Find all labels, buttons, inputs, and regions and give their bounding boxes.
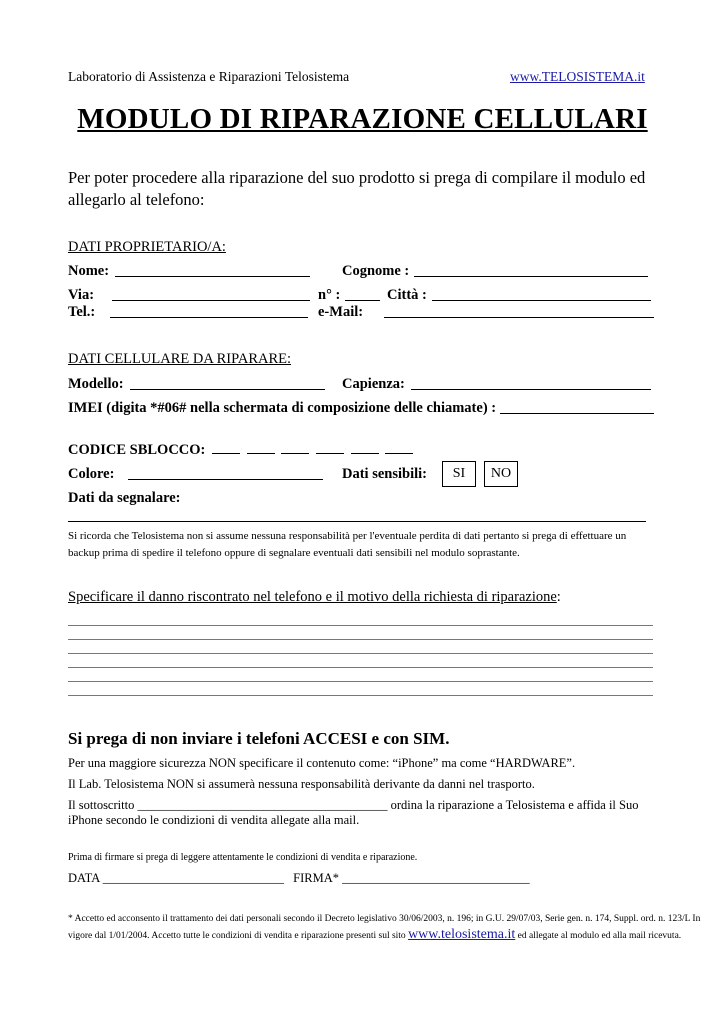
capienza-field[interactable] bbox=[411, 389, 651, 390]
damage-line-5[interactable] bbox=[68, 681, 653, 682]
colore-field[interactable] bbox=[128, 479, 323, 480]
via-field[interactable] bbox=[112, 300, 310, 301]
intro-text: Per poter procedere alla riparazione del suo prodotto si prega di compilare il modulo ed allegarlo al telefono: bbox=[68, 168, 646, 209]
tel-label: Tel.: bbox=[68, 304, 96, 320]
data-label: DATA bbox=[68, 871, 100, 885]
owner-section-heading: DATI PROPRIETARIO/A: bbox=[68, 239, 226, 255]
cognome-field[interactable] bbox=[414, 276, 648, 277]
damage-line-3[interactable] bbox=[68, 653, 653, 654]
dati-segnalare-field[interactable] bbox=[68, 521, 646, 522]
imei-label: IMEI (digita *#06# nella schermata di composizione delle chiamate) : bbox=[68, 400, 497, 416]
signed-name-field[interactable]: ________________________________________ bbox=[137, 798, 388, 812]
damage-line-2[interactable] bbox=[68, 639, 653, 640]
damage-line-4[interactable] bbox=[68, 667, 653, 668]
data-field[interactable]: _____________________________ bbox=[102, 871, 285, 885]
tel-field[interactable] bbox=[110, 317, 308, 318]
damage-line-6[interactable] bbox=[68, 695, 653, 696]
website-link[interactable]: www.TELOSISTEMA.it bbox=[510, 69, 645, 84]
dati-sensibili-label: Dati sensibili: bbox=[342, 466, 427, 482]
via-label: Via: bbox=[68, 287, 95, 303]
si-checkbox[interactable]: SI bbox=[442, 461, 476, 487]
signed-prefix: Il sottoscritto bbox=[68, 798, 135, 812]
codice-digit-3[interactable] bbox=[281, 441, 309, 454]
modello-label: Modello: bbox=[68, 376, 124, 392]
warning-text: Si prega di non inviare i telefoni ACCESI e con SIM. bbox=[68, 729, 450, 748]
email-label: e-Mail: bbox=[318, 304, 364, 320]
codice-digit-6[interactable] bbox=[385, 441, 413, 454]
codice-label-text: CODICE SBLOCCO: bbox=[68, 442, 206, 458]
lab-name: Laboratorio di Assistenza e Riparazioni Telosistema bbox=[68, 69, 350, 84]
footnote-prefix: vigore dal 1/01/2004. Accetto tutte le condizioni di vendita e riparazione presenti sul sito bbox=[68, 931, 406, 941]
security-note: Per una maggiore sicurezza NON specificare il contenuto come: “iPhone” ma come “HARDWARE”. bbox=[68, 756, 576, 770]
codice-digit-5[interactable] bbox=[351, 441, 379, 454]
codice-digit-1[interactable] bbox=[212, 441, 240, 454]
firma-field[interactable]: ______________________________ bbox=[342, 871, 530, 885]
nome-field[interactable] bbox=[115, 276, 310, 277]
liability-note: Il Lab. Telosistema NON si assumerà nessuna responsabilità derivante da danni nel trasporto. bbox=[68, 777, 535, 791]
capienza-label: Capienza: bbox=[342, 376, 405, 392]
signed-line-1 bbox=[68, 798, 638, 813]
modello-field[interactable] bbox=[130, 389, 325, 390]
nome-label: Nome: bbox=[68, 263, 110, 279]
page-title: MODULO DI RIPARAZIONE CELLULARI bbox=[77, 103, 648, 135]
backup-disclaimer: Si ricorda che Telosistema non si assume nessuna responsabilità per l'eventuale perdita di dati pertanto si prega di effettuare un backup prima di spedire il telefono oppure di segnalare eventuali dati sensibili nel modulo soprastante. bbox=[68, 530, 627, 559]
codice-label bbox=[68, 441, 413, 459]
dati-segnalare-label: Dati da segnalare: bbox=[68, 490, 181, 506]
numero-field[interactable] bbox=[345, 300, 380, 301]
footnote-line-2 bbox=[68, 927, 681, 943]
damage-heading-colon: : bbox=[556, 589, 561, 605]
signature-row bbox=[68, 871, 530, 886]
pre-sign-note: Prima di firmare si prega di leggere attentamente le condizioni di vendita e riparazione. bbox=[68, 852, 418, 863]
firma-label: FIRMA* bbox=[293, 871, 339, 885]
footnote-website-link[interactable]: www.telosistema.it bbox=[408, 927, 516, 942]
codice-digit-2[interactable] bbox=[247, 441, 275, 454]
email-field[interactable] bbox=[384, 317, 654, 318]
imei-field[interactable] bbox=[500, 413, 654, 414]
signed-suffix: ordina la riparazione a Telosistema e affida il Suo bbox=[390, 798, 639, 812]
phone-section-heading: DATI CELLULARE DA RIPARARE: bbox=[68, 351, 292, 367]
colore-label: Colore: bbox=[68, 466, 115, 482]
signed-line-2: iPhone secondo le condizioni di vendita allegate alla mail. bbox=[68, 813, 360, 827]
footnote-suffix: ed allegate al modulo ed alla mail ricevuta. bbox=[517, 931, 682, 941]
codice-digit-4[interactable] bbox=[316, 441, 344, 454]
citta-label: Città : bbox=[387, 287, 427, 303]
damage-heading: Specificare il danno riscontrato nel telefono e il motivo della richiesta di riparazione bbox=[68, 589, 557, 605]
damage-line-1[interactable] bbox=[68, 625, 653, 626]
footnote-line-1: * Accetto ed acconsento il trattamento dei dati personali secondo il Decreto legislativo 30/06/2003, n. 196; in G.U. 29/07/03, Serie gen. n. 174, Suppl. ord. n. 123/L In bbox=[68, 914, 701, 924]
numero-label: n° : bbox=[318, 287, 341, 303]
no-checkbox[interactable]: NO bbox=[484, 461, 518, 487]
cognome-label: Cognome : bbox=[342, 263, 410, 279]
citta-field[interactable] bbox=[432, 300, 651, 301]
damage-heading-wrap bbox=[68, 589, 561, 606]
